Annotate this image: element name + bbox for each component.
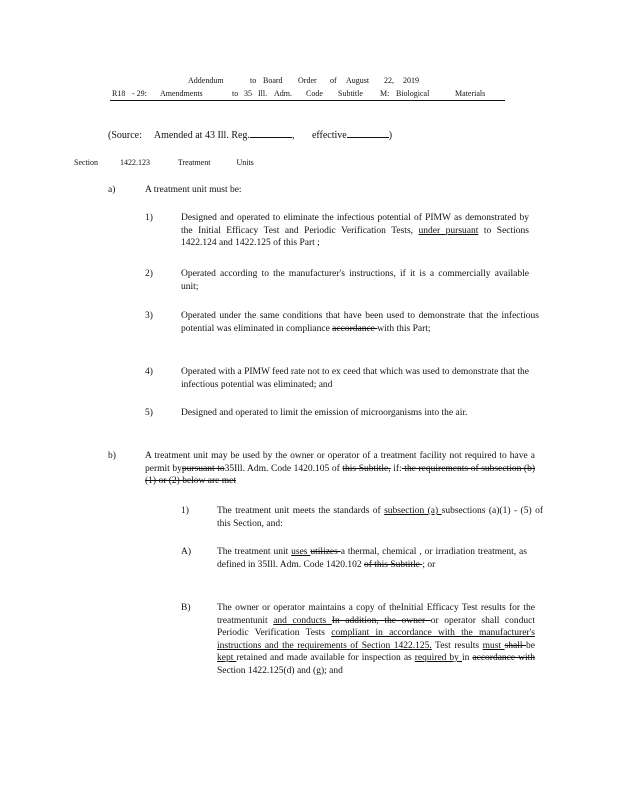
header-word: 35 (244, 89, 252, 98)
item-b1-text (217, 505, 543, 530)
header-word: Order (298, 76, 317, 85)
header-word: - 29: (132, 89, 147, 98)
inserted-text: under (418, 225, 446, 236)
body-text: The treatment unit (217, 547, 292, 557)
body-text: Test results (431, 640, 483, 651)
body-text: 35Ill. Adm. Code 1420.105 of (224, 463, 343, 474)
body-text: Section 1422.125(d) and (g); and (217, 665, 343, 676)
header-word: R18 (112, 89, 126, 98)
header-word: Subtitle (338, 89, 363, 98)
header-word: 2019 (403, 76, 419, 85)
header-word: Amendments (160, 89, 203, 98)
struck-text: accordance with (472, 653, 536, 663)
struck-text: of this Subtitle (363, 559, 423, 570)
body-text: ; or (422, 559, 436, 570)
header-word: 22, (384, 76, 394, 85)
inserted-text: pursuant (445, 225, 479, 236)
item-a2-text (181, 268, 529, 293)
body-text: The treatment unit meets the standards of (217, 506, 385, 516)
header-word: Adm. (274, 89, 292, 98)
struck-text: this Subtitle, (342, 463, 391, 474)
struck-text: shall (504, 640, 527, 651)
inserted-text: uses (291, 547, 311, 557)
header-word: to (232, 89, 239, 98)
body-text: or operator shall conduct Periodic Verification Tests (217, 615, 535, 638)
item-a4-label: 4) (145, 367, 153, 377)
item-a2-label: 2) (145, 269, 153, 279)
body-text: if: (390, 463, 402, 474)
body-text: A treatment unit may be used by the owner or operator of a treatment facility not required to have a permit by (145, 451, 535, 474)
body-text: in (461, 653, 473, 663)
subsection-a-label: a) (108, 185, 116, 195)
item-a5-text (181, 407, 529, 420)
header-word: to (250, 76, 257, 85)
inserted-text: requirements of Section 1422.125. (297, 640, 432, 651)
header-word: of (330, 76, 337, 85)
body-text: with this Part; (377, 323, 431, 334)
source-prefix: (Source: (108, 130, 142, 141)
struck-text: In addition, the owner (331, 615, 431, 626)
body-text: Designed and operated to eliminate the infectious potential of PIMW as demonstrated by the Initial Efficacy Test and Periodic Verification Tests, (181, 213, 529, 236)
inserted-text: required by (414, 653, 462, 663)
item-a1-text (181, 212, 529, 250)
inserted-text: kept (217, 653, 237, 663)
item-bA-text (217, 546, 527, 571)
header-word: Materials (455, 89, 486, 98)
item-a3-text (181, 310, 539, 335)
header-word: Addendum (188, 76, 224, 85)
subsection-a-text: A treatment unit must be: (145, 185, 242, 195)
inserted-text: compliant in accordance with the manufacturer's instructions and the (217, 628, 535, 651)
item-bB-text (217, 602, 535, 677)
struck-text: utilizes (310, 547, 341, 557)
subsection-b-text (145, 450, 535, 488)
inserted-text: must (482, 640, 505, 651)
body-text: Operated under the same conditions that have been used to demonstrate that the infectious potential was eliminated in compliance (181, 311, 539, 334)
header-word: Code (306, 89, 323, 98)
header-line-2 (110, 89, 505, 101)
item-bA-label: A) (181, 547, 192, 557)
item-a5-label: 5) (145, 408, 153, 418)
header-word: August (346, 76, 370, 85)
body-text: subsections (a)(1) - (5) of this Section, and: (217, 506, 543, 529)
body-text: to Sections 1422.124 and 1422.125 of this Part ; (181, 225, 529, 248)
section-label: Section (74, 158, 98, 167)
subsection-b-label: b) (108, 451, 116, 461)
section-title-2: Units (236, 158, 254, 167)
struck-text: accordance (332, 323, 378, 334)
section-title-1: Treatment (177, 158, 211, 167)
body-text: Operated with a PIMW feed rate not to ex ceed that which was used to demonstrate that the infectious potential was eliminated; and (181, 367, 529, 390)
body-text: Operated according to the manufacturer's instructions, if it is a commercially available unit; (181, 269, 529, 292)
item-b1-label: 1) (181, 506, 189, 516)
source-mid: Amended at 43 Ill. Reg. (153, 130, 250, 141)
item-a3-label: 3) (145, 311, 153, 321)
header-word: Board (263, 76, 283, 85)
header-word: M: (380, 89, 390, 98)
source-effective: effective (311, 130, 347, 141)
item-a4-text (181, 366, 529, 391)
body-text: retained and made available for inspection as (236, 653, 415, 663)
body-text: The owner or operator maintains a copy of theInitial Efficacy Test results for the treatmentunit (217, 603, 535, 626)
item-bB-label: B) (181, 603, 191, 613)
struck-text: the requirements of subsection (b)(1) or (2) below are met (145, 463, 535, 486)
source-note (108, 128, 392, 143)
header-word: Ill. (258, 89, 268, 98)
section-heading (74, 157, 266, 170)
body-text: be (526, 640, 535, 651)
source-close: ) (388, 130, 393, 141)
item-a1-label: 1) (145, 213, 153, 223)
reg-blank (250, 128, 292, 138)
inserted-text: subsection (a) (384, 506, 442, 516)
header-word: Biological (396, 89, 430, 98)
body-text: Designed and operated to limit the emission of microorganisms into the air. (181, 408, 468, 418)
source-comma: , (291, 130, 295, 141)
inserted-text: and conducts (273, 615, 332, 626)
struck-text: pursuant to (181, 463, 225, 474)
body-text: a thermal, chemical , or irradiation treatment, as defined in 35Ill. Adm. Code 1420.102 (217, 547, 527, 570)
effective-blank (347, 128, 389, 138)
section-number: 1422.123 (120, 158, 150, 167)
